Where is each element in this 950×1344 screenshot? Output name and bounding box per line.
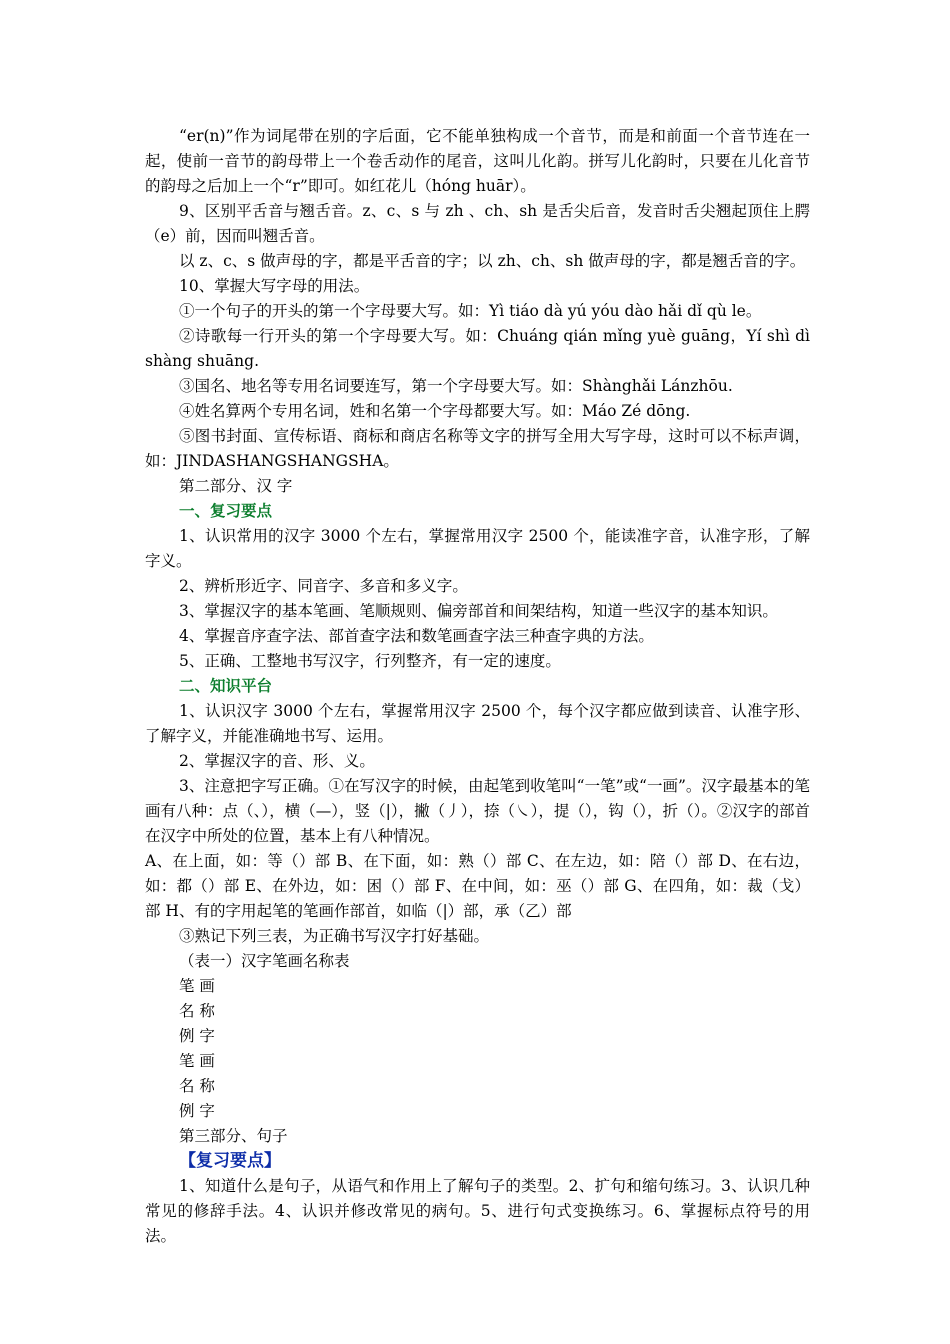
paragraph-text: 笔 画 <box>179 1052 215 1070</box>
paragraph <box>145 699 810 749</box>
paragraph <box>145 974 810 999</box>
paragraph-text: 1、知道什么是句子，从语气和作用上了解句子的类型。2、扩句和缩句练习。3、认识几种常见的修辞手法。4、认识并修改常见的病句。5、进行句式变换练习。6、掌握标点符号的用法。 <box>145 1177 810 1245</box>
paragraph-text: 二、知识平台 <box>179 677 273 695</box>
paragraph-text: ③国名、地名等专用名词要连写，第一个字母要大写。如：Shànghǎi Lánzhōu. <box>179 377 733 395</box>
paragraph <box>145 649 810 674</box>
paragraph <box>145 124 810 199</box>
section-heading <box>145 499 810 524</box>
paragraph <box>145 999 810 1024</box>
paragraph <box>145 374 810 399</box>
paragraph <box>145 774 810 849</box>
paragraph <box>145 574 810 599</box>
paragraph <box>145 274 810 299</box>
paragraph <box>145 1174 810 1249</box>
paragraph-text: 第二部分、汉 字 <box>179 477 293 495</box>
paragraph-text: 1、认识汉字 3000 个左右，掌握常用汉字 2500 个，每个汉字都应做到读音、认准字形、了解字义，并能准确地书写、运用。 <box>145 702 810 745</box>
paragraph-text: ⑤图书封面、宣传标语、商标和商店名称等文字的拼写全用大写字母，这时可以不标声调，如：JINDASHANGSHANGSHA。 <box>145 427 810 470</box>
paragraph-text: ④姓名算两个专用名词，姓和名第一个字母都要大写。如：Máo Zé dōng. <box>179 402 691 420</box>
paragraph-text: 【复习要点】 <box>179 1151 281 1171</box>
paragraph-text: （表一）汉字笔画名称表 <box>179 952 350 970</box>
paragraph <box>145 924 810 949</box>
section-heading <box>145 674 810 699</box>
paragraph <box>145 1124 810 1149</box>
paragraph <box>145 474 810 499</box>
paragraph <box>145 249 810 274</box>
paragraph <box>145 1099 810 1124</box>
paragraph-text: A、在上面，如：等（）部 B、在下面，如：熟（）部 C、在左边，如：陪（）部 D、在右边，如：都（）部 E、在外边，如：困（）部 F、在中间，如：巫（）部 G、在四角，如：裁（戈）部 H、有的字用起笔的笔画作部首，如临（|）部，承（乙）部 <box>145 852 810 920</box>
paragraph-text: 3、掌握汉字的基本笔画、笔顺规则、偏旁部首和间架结构，知道一些汉字的基本知识。 <box>179 602 778 620</box>
paragraph-text: 例 字 <box>179 1027 215 1045</box>
paragraph-text: 第三部分、句子 <box>179 1127 288 1145</box>
paragraph-text: 以 z、c、s 做声母的字，都是平舌音的字；以 zh、ch、sh 做声母的字，都是翘舌音的字。 <box>179 252 806 270</box>
paragraph <box>145 399 810 424</box>
paragraph <box>145 849 810 924</box>
paragraph <box>145 524 810 574</box>
paragraph <box>145 1049 810 1074</box>
document-body <box>145 124 810 1249</box>
paragraph <box>145 1024 810 1049</box>
paragraph-text: 3、注意把字写正确。①在写汉字的时候，由起笔到收笔叫“一笔”或“一画”。汉字最基本的笔画有八种：点（、），横（—），竖（|），撇（丿），捺（㇏），提（），钩（），折（）。②汉字的部首在汉字中所处的位置，基本上有八种情况。 <box>145 777 810 845</box>
paragraph-text: 2、掌握汉字的音、形、义。 <box>179 752 375 770</box>
paragraph-text: ①一个句子的开头的第一个字母要大写。如：Yì tiáo dà yú yóu dào hǎi dǐ qù le。 <box>179 302 762 320</box>
paragraph <box>145 299 810 324</box>
paragraph <box>145 1074 810 1099</box>
paragraph-text: 一、复习要点 <box>179 502 273 520</box>
paragraph-text: 5、正确、工整地书写汉字，行列整齐，有一定的速度。 <box>179 652 561 670</box>
paragraph <box>145 324 810 374</box>
paragraph-text: 2、辨析形近字、同音字、多音和多义字。 <box>179 577 468 595</box>
paragraph <box>145 949 810 974</box>
paragraph-text: “er(n)”作为词尾带在别的字后面，它不能单独构成一个音节，而是和前面一个音节连在一起，使前一音节的韵母带上一个卷舌动作的尾音，这叫儿化韵。拼写儿化韵时，只要在儿化音节的韵母之后加上一个“r”即可。如红花儿（hóng huār）。 <box>145 127 810 195</box>
paragraph-text: 1、认识常用的汉字 3000 个左右，掌握常用汉字 2500 个，能读准字音，认准字形，了解字义。 <box>145 527 810 570</box>
paragraph <box>145 199 810 249</box>
paragraph-text: 笔 画 <box>179 977 215 995</box>
paragraph-text: 10、掌握大写字母的用法。 <box>179 277 370 295</box>
paragraph-text: 4、掌握音序查字法、部首查字法和数笔画查字法三种查字典的方法。 <box>179 627 654 645</box>
paragraph-text: ③熟记下列三表，为正确书写汉字打好基础。 <box>179 927 490 945</box>
paragraph-text: 名 称 <box>179 1077 215 1095</box>
paragraph <box>145 599 810 624</box>
paragraph <box>145 749 810 774</box>
section-heading <box>145 1149 810 1174</box>
paragraph-text: 名 称 <box>179 1002 215 1020</box>
paragraph <box>145 624 810 649</box>
paragraph <box>145 424 810 474</box>
paragraph-text: 9、区别平舌音与翘舌音。z、c、s 与 zh 、ch、sh 是舌尖后音，发音时舌尖翘起顶住上腭（e）前，因而叫翘舌音。 <box>145 202 810 245</box>
paragraph-text: 例 字 <box>179 1102 215 1120</box>
paragraph-text: ②诗歌每一行开头的第一个字母要大写。如：Chuáng qián mǐng yuè guāng，Yí shì dì shàng shuāng. <box>145 327 810 370</box>
